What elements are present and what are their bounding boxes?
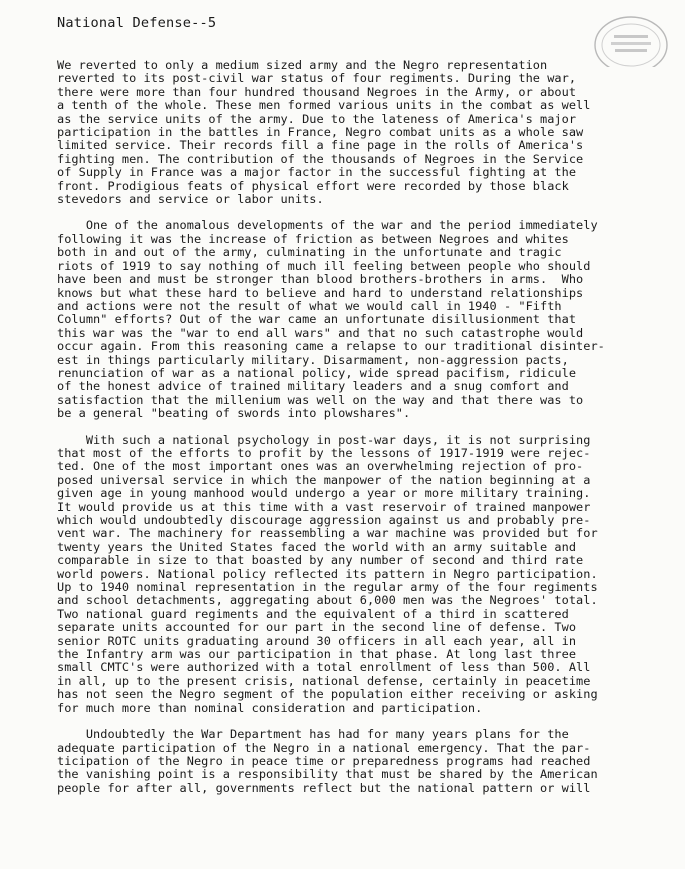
text-line: people for after all, governments reflect but the national pattern or will [57, 780, 591, 795]
page-header: National Defense--5 [57, 15, 217, 31]
text-line: senior ROTC units graduating around 30 officers in all each year, all in [57, 633, 577, 648]
text-line: knows but what these hard to believe and hard to understand relationships [57, 285, 584, 300]
text-line: adequate participation of the Negro in a national emergency. That the par- [57, 740, 591, 755]
text-line: participation in the battles in France, Negro combat units as a whole saw [57, 125, 584, 140]
text-line: limited service. Their records fill a fine page in the rolls of America's [57, 138, 584, 153]
text-line: fighting men. The contribution of the thousands of Negroes in the Service [57, 151, 584, 166]
text-line: twenty years the United States faced the world with an army suitable and [57, 539, 577, 554]
text-line: as the service units of the army. Due to the lateness of America's major [57, 111, 577, 126]
text-line: given age in young manhood would undergo a year or more military training. [57, 486, 591, 501]
text-line: and actions were not the result of what we would call in 1940 - "Fifth [57, 298, 562, 313]
text-line: One of the anomalous developments of the war and the period immediately [57, 218, 598, 233]
text-line: the vanishing point is a responsibility that must be shared by the American [57, 767, 598, 782]
text-line: reverted to its post-civil war status of four regiments. During the war, [57, 71, 577, 86]
text-line: satisfaction that the millenium was well on the way and that there was to [57, 392, 584, 407]
text-line: riots of 1919 to say nothing of much ill feeling between people who should [57, 258, 591, 273]
paragraph [57, 219, 669, 420]
text-line: that most of the efforts to profit by the lessons of 1917-1919 were rejec- [57, 445, 591, 460]
text-line: which would undoubtedly discourage aggression against us and probably pre- [57, 513, 591, 527]
text-line: both in and out of the army, culminating in the unfortunate and tragic [57, 245, 562, 260]
text-line: ted. One of the most important ones was an overwhelming rejection of pro- [57, 459, 584, 474]
text-line: world powers. National policy reflected its pattern in Negro participation. [57, 566, 598, 581]
text-line: renunciation of war as a national policy, wide spread pacifism, ridicule [57, 365, 577, 380]
text-line: posed universal service in which the manpower of the nation beginning at a [57, 472, 591, 487]
paragraph [57, 59, 669, 206]
paragraph [57, 434, 669, 716]
text-line: With such a national psychology in post-war days, it is not surprising [57, 432, 591, 447]
text-line: Up to 1940 nominal representation in the regular army of the four regiments [57, 580, 598, 595]
text-line: for much more than nominal consideration and participation. [57, 700, 483, 715]
text-line: stevedors and service or labor units. [57, 192, 324, 207]
text-line: comparable in size to that boasted by any number of second and third rate [57, 553, 584, 568]
text-line: Two national guard regiments and the equivalent of a third in scattered [57, 606, 569, 621]
text-line: following it was the increase of friction as between Negroes and whites [57, 231, 569, 246]
text-line: Undoubtedly the War Department has had for many years plans for the [57, 727, 569, 742]
text-line: We reverted to only a medium sized army and the Negro representation [57, 58, 548, 72]
text-line: in all, up to the present crisis, national defense, certainly in peacetime [57, 673, 591, 688]
paragraph [57, 728, 669, 795]
text-line: have been and must be stronger than blood brothers-brothers in arms. Who [57, 272, 584, 287]
text-line: be a general "beating of swords into plowshares". [57, 406, 411, 421]
text-line: and school detachments, aggregating about 6,000 men was the Negroes' total. [57, 593, 598, 608]
text-line: a tenth of the whole. These men formed various units in the combat as well [57, 98, 591, 113]
text-line: occur again. From this reasoning came a relapse to our traditional disinter- [57, 339, 605, 354]
text-line: of Supply in France was a major factor in the successful fighting at the [57, 165, 577, 180]
text-line: front. Prodigious feats of physical effort were recorded by those black [57, 178, 569, 193]
text-line: It would provide us at this time with a vast reservoir of trained manpower [57, 499, 591, 514]
text-line: has not seen the Negro segment of the population either receiving or asking [57, 687, 598, 702]
text-line: vent war. The machinery for reassembling a war machine was provided but for [57, 526, 598, 541]
text-line: of the honest advice of trained military leaders and a snug comfort and [57, 379, 569, 394]
text-line: Column" efforts? Out of the war came an unfortunate disillusionment that [57, 312, 577, 327]
text-line: there were more than four hundred thousand Negroes in the Army, or about [57, 84, 577, 99]
text-line: the Infantry arm was our participation in that phase. At long last three [57, 647, 577, 662]
text-line: est in things particularly military. Disarmament, non-aggression pacts, [57, 352, 569, 367]
text-line: ticipation of the Negro in peace time or preparedness programs had reached [57, 753, 591, 768]
text-line: small CMTC's were authorized with a total enrollment of less than 500. All [57, 660, 591, 675]
text-line: this war was the "war to end all wars" and that no such catastrophe would [57, 325, 584, 340]
letter-body [57, 59, 669, 808]
text-line: separate units accounted for our part in the second line of defense. Two [57, 620, 577, 635]
